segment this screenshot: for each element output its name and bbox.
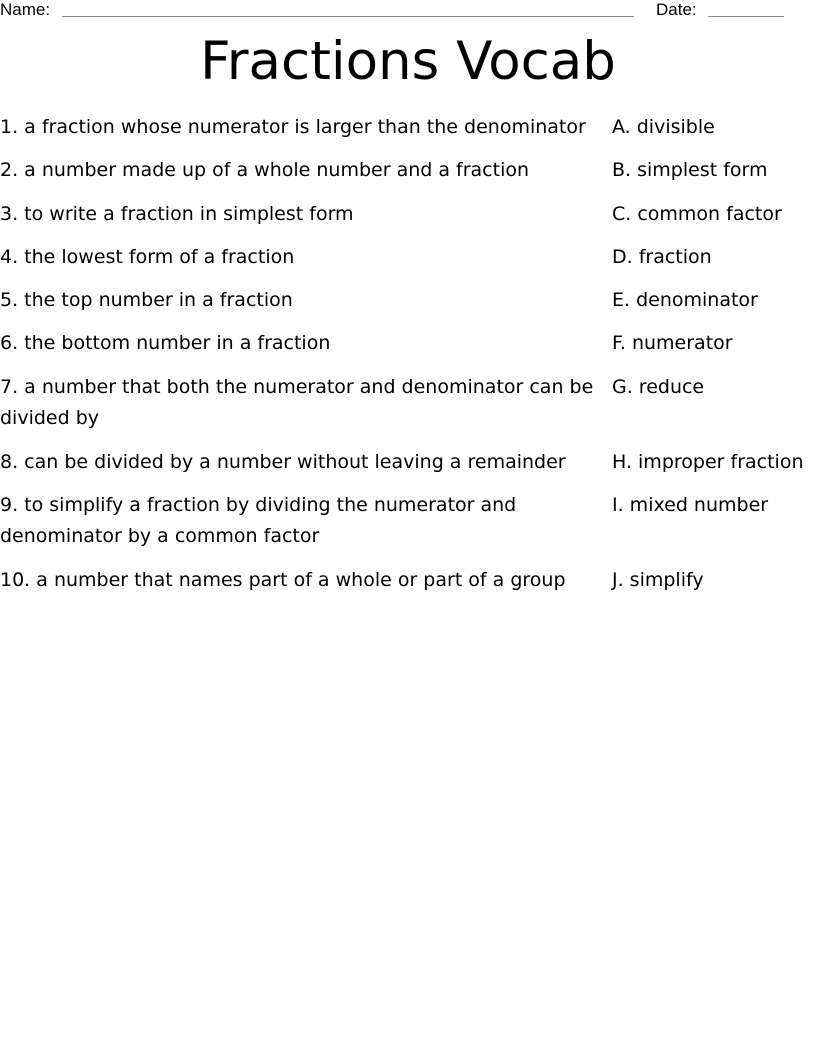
list-item [0,242,816,274]
clue-text: 1. a fraction whose numerator is larger than the denominator [0,116,586,138]
answer-option: G. reduce [612,375,705,398]
clue-text: 10. a number that names part of a whole or part of a group [0,568,566,591]
clue-text: 5. the top number in a fraction [0,289,293,312]
list-item [0,447,816,479]
answer-option: I. mixed number [612,493,769,516]
answer-option: C. common factor [612,202,782,225]
list-item [0,112,816,144]
clue-text: 7. a number that both the numerator and denominator can be divided by [0,375,594,430]
answer-option: E. denominator [612,289,758,312]
clue-text: 9. to simplify a fraction by dividing the numerator and denominator by a common factor [0,493,517,548]
page-title: Fractions Vocab [200,31,616,92]
clue-text: 6. the bottom number in a fraction [0,332,331,355]
clue-text: 3. to write a fraction in simplest form [0,202,354,225]
clue-text: 8. can be divided by a number without leaving a remainder [0,450,566,473]
answer-option: H. improper fraction [612,450,804,473]
list-item [0,199,816,231]
list-item [0,372,816,435]
answer-option: A. divisible [612,116,715,138]
answer-option: D. fraction [612,245,712,268]
worksheet-header [0,0,816,22]
list-item [0,155,816,187]
list-item [0,565,816,597]
date-blank-line[interactable] [708,16,784,17]
answer-option: B. simplest form [612,159,768,182]
name-label: Name: [0,0,51,19]
list-item [0,328,816,360]
matching-list [0,112,816,608]
list-item [0,490,816,553]
name-blank-line[interactable] [62,16,634,17]
answer-option: J. simplify [612,568,704,591]
clue-text: 4. the lowest form of a fraction [0,245,295,268]
list-item [0,285,816,317]
clue-text: 2. a number made up of a whole number and a fraction [0,159,530,182]
answer-option: F. numerator [612,332,733,355]
date-label: Date: [656,0,697,19]
